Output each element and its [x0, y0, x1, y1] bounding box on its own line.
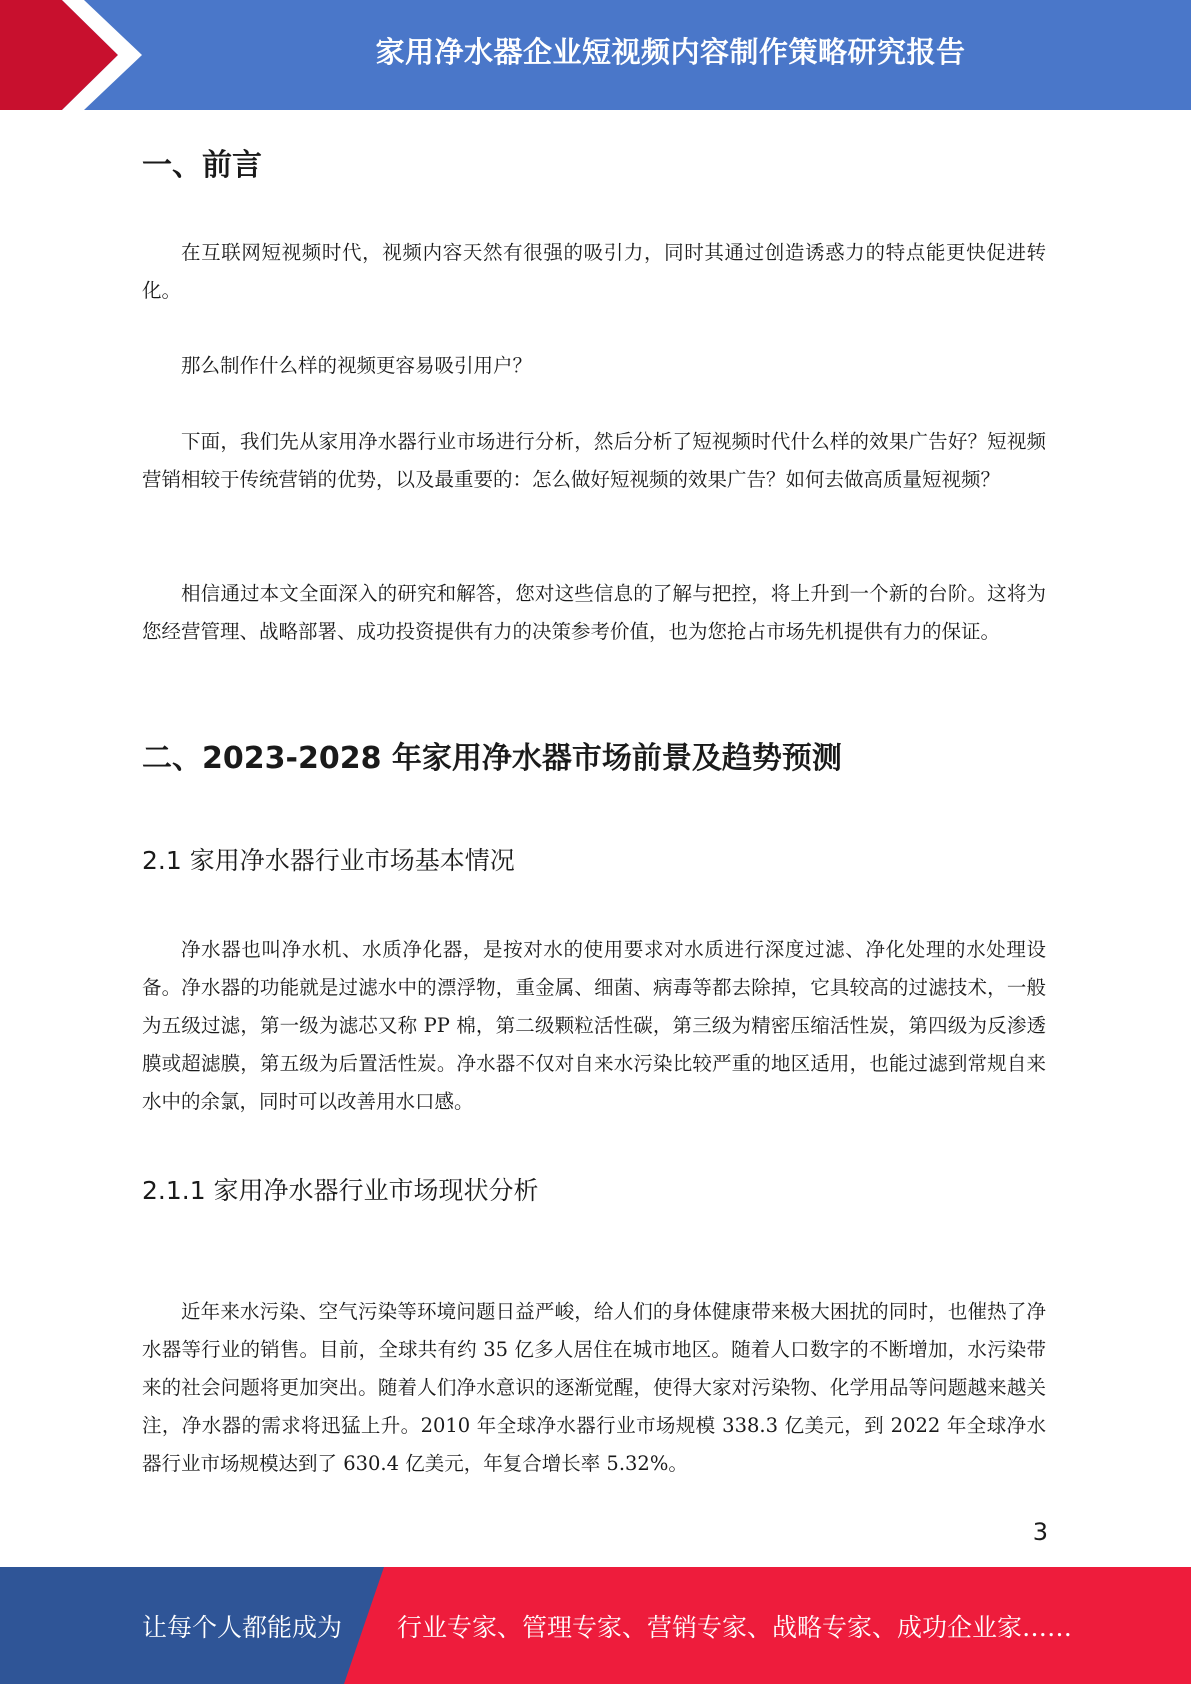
paragraph: 在互联网短视频时代，视频内容天然有很强的吸引力，同时其通过创造诱惑力的特点能更快促进转化。 — [142, 241, 1046, 302]
paragraph: 净水器也叫净水机、水质净化器，是按对水的使用要求对水质进行深度过滤、净化处理的水处理设备。净水器的功能就是过滤水中的漂浮物，重金属、细菌、病毒等都去除掉，它具较高的过滤技术，一般为五级过滤，第一级为滤芯又称 PP 棉，第二级颗粒活性碳，第三级为精密压缩活性炭，第四级为反渗透膜或超滤膜，第五级为后置活性炭。净水器不仅对自来水污染比较严重的地区适用，也能过滤到常规自来水中的余氯，同时可以改善用水口感。 — [142, 938, 1046, 1113]
header-band — [0, 0, 1191, 110]
document-title: 家用净水器企业短视频内容制作策略研究报告 — [375, 34, 966, 69]
section-heading-market-forecast: 二、2023-2028 年家用净水器市场前景及趋势预测 — [142, 741, 842, 776]
footer-slogan-left: 让每个人都能成为 — [142, 1612, 343, 1642]
subsection-heading-2-1: 2.1 家用净水器行业市场基本情况 — [142, 846, 515, 875]
paragraph: 那么制作什么样的视频更容易吸引用户？ — [181, 354, 533, 377]
section-heading-preface: 一、前言 — [142, 148, 262, 183]
paragraph: 近年来水污染、空气污染等环境问题日益严峻，给人们的身体健康带来极大困扰的同时，也催热了净水器等行业的销售。目前，全球共有约 35 亿多人居住在城市地区。随着人口数字的不断增加，水污染带来的社会问题将更加突出。随着人们净水意识的逐渐觉醒，使得大家对污染物、化学用品等问题越来越关注，净水器的需求将迅猛上升。2010 年全球净水器行业市场规模 338.3 亿美元，到 2022 年全球净水器行业市场规模达到了 630.4 亿美元，年复合增长率 5.32%。 — [142, 1300, 1046, 1475]
subsection-heading-2-1-1: 2.1.1 家用净水器行业市场现状分析 — [142, 1176, 539, 1205]
page-number: 3 — [1032, 1518, 1048, 1546]
paragraph: 下面，我们先从家用净水器行业市场进行分析，然后分析了短视频时代什么样的效果广告好？短视频营销相较于传统营销的优势，以及最重要的：怎么做好短视频的效果广告？如何去做高质量短视频？ — [142, 430, 1046, 491]
paragraph: 相信通过本文全面深入的研究和解答，您对这些信息的了解与把控，将上升到一个新的台阶。这将为您经营管理、战略部署、成功投资提供有力的决策参考价值，也为您抢占市场先机提供有力的保证。 — [142, 582, 1046, 643]
chevron-arrow-icon — [0, 0, 160, 110]
footer-band — [0, 1567, 1191, 1684]
footer-slogan-right: 行业专家、管理专家、营销专家、战略专家、成功企业家…… — [397, 1612, 1073, 1642]
